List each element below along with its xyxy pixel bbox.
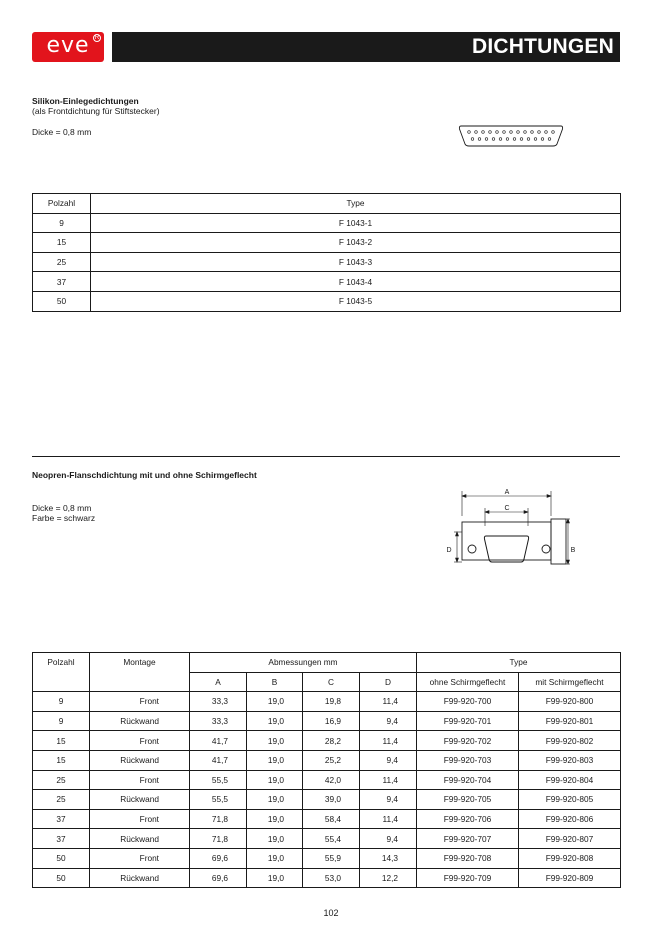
- cell-b: 19,0: [247, 711, 303, 731]
- section1-thickness: Dicke = 0,8 mm: [32, 127, 92, 137]
- cell-b: 19,0: [247, 829, 303, 849]
- pin-hole-icon: [475, 131, 478, 134]
- cell-a: 41,7: [190, 750, 247, 770]
- cell-without-shield: F99-920-700: [417, 692, 519, 712]
- flange-gasket-table: [32, 652, 621, 888]
- table-row: [33, 790, 621, 810]
- cell-with-shield: F99-920-801: [519, 711, 621, 731]
- pin-hole-icon: [541, 138, 544, 141]
- cell-d: 9,4: [360, 750, 417, 770]
- cell-polzahl: 15: [33, 233, 91, 253]
- cell-c: 25,2: [303, 750, 360, 770]
- cell-a: 69,6: [190, 868, 247, 888]
- pin-hole-icon: [534, 138, 537, 141]
- table-row: [33, 233, 621, 253]
- cell-b: 19,0: [247, 750, 303, 770]
- cell-polzahl: 37: [33, 829, 90, 849]
- cell-montage: Rückwand: [90, 829, 190, 849]
- column-header-dimensions: Abmessungen mm: [190, 653, 417, 673]
- cell-without-shield: F99-920-701: [417, 711, 519, 731]
- pin-hole-icon: [520, 138, 523, 141]
- section1-title: Silikon-Einlegedichtungen: [32, 96, 139, 106]
- table-row: [33, 272, 621, 292]
- cell-without-shield: F99-920-706: [417, 809, 519, 829]
- pin-hole-icon: [506, 138, 509, 141]
- cell-d: 11,4: [360, 692, 417, 712]
- cell-b: 19,0: [247, 692, 303, 712]
- cell-a: 55,5: [190, 770, 247, 790]
- pin-hole-icon: [527, 138, 530, 141]
- cell-d: 9,4: [360, 790, 417, 810]
- cell-b: 19,0: [247, 731, 303, 751]
- table-row: [33, 829, 621, 849]
- pin-hole-icon: [545, 131, 548, 134]
- section1-subtitle: (als Frontdichtung für Stiftstecker): [32, 106, 160, 116]
- cell-montage: Front: [90, 731, 190, 751]
- cell-without-shield: F99-920-702: [417, 731, 519, 751]
- cell-polzahl: 37: [33, 809, 90, 829]
- pin-hole-icon: [485, 138, 488, 141]
- cell-a: 71,8: [190, 809, 247, 829]
- table-row: [33, 291, 621, 311]
- cell-with-shield: F99-920-806: [519, 809, 621, 829]
- table-row: [33, 213, 621, 233]
- cell-polzahl: 50: [33, 868, 90, 888]
- cell-type: F 1043-3: [91, 252, 621, 272]
- cell-type: F 1043-5: [91, 291, 621, 311]
- column-header-b: B: [247, 672, 303, 692]
- column-header-without-shield: ohne Schirmgeflecht: [417, 672, 519, 692]
- pin-hole-icon: [552, 131, 555, 134]
- column-header-with-shield: mit Schirmgeflecht: [519, 672, 621, 692]
- cell-montage: Front: [90, 809, 190, 829]
- cell-d: 9,4: [360, 711, 417, 731]
- pin-hole-icon: [471, 138, 474, 141]
- cell-d: 14,3: [360, 848, 417, 868]
- table-row: [33, 692, 621, 712]
- cell-type: F 1043-2: [91, 233, 621, 253]
- header-bar: [112, 32, 620, 62]
- cell-polzahl: 9: [33, 711, 90, 731]
- cell-polzahl: 25: [33, 770, 90, 790]
- cell-c: 53,0: [303, 868, 360, 888]
- section2-color: Farbe = schwarz: [32, 513, 96, 523]
- pin-hole-icon: [510, 131, 513, 134]
- cell-c: 55,4: [303, 829, 360, 849]
- table-row: [33, 252, 621, 272]
- page-title: DICHTUNGEN: [472, 35, 614, 58]
- cell-d: 11,4: [360, 731, 417, 751]
- cell-montage: Rückwand: [90, 790, 190, 810]
- pin-hole-icon: [489, 131, 492, 134]
- table-header-row: [33, 653, 621, 673]
- cell-polzahl: 9: [33, 213, 91, 233]
- dimension-label-b: B: [570, 547, 576, 554]
- cell-with-shield: F99-920-809: [519, 868, 621, 888]
- section2-title: Neopren-Flanschdichtung mit und ohne Schirmgeflecht: [32, 470, 257, 480]
- table-row: [33, 731, 621, 751]
- cell-polzahl: 15: [33, 731, 90, 751]
- cell-montage: Front: [90, 848, 190, 868]
- cell-polzahl: 25: [33, 790, 90, 810]
- cell-montage: Front: [90, 770, 190, 790]
- table-row: [33, 809, 621, 829]
- column-header-montage: Montage: [90, 653, 190, 692]
- eve-logo: [32, 32, 104, 62]
- cell-b: 19,0: [247, 790, 303, 810]
- cell-montage: Front: [90, 692, 190, 712]
- cell-with-shield: F99-920-802: [519, 731, 621, 751]
- cell-with-shield: F99-920-800: [519, 692, 621, 712]
- cell-b: 19,0: [247, 809, 303, 829]
- pin-hole-icon: [538, 131, 541, 134]
- cell-montage: Rückwand: [90, 868, 190, 888]
- dimension-label-d: D: [446, 547, 452, 554]
- cell-d: 11,4: [360, 770, 417, 790]
- cell-polzahl: 50: [33, 291, 91, 311]
- cell-without-shield: F99-920-707: [417, 829, 519, 849]
- pin-hole-icon: [468, 131, 471, 134]
- column-header-polzahl: Polzahl: [33, 653, 90, 692]
- cell-with-shield: F99-920-808: [519, 848, 621, 868]
- cell-a: 55,5: [190, 790, 247, 810]
- flange-gasket-drawing: [440, 486, 580, 582]
- column-header-type: Type: [417, 653, 621, 673]
- logo-text: eve: [46, 32, 90, 58]
- cell-b: 19,0: [247, 848, 303, 868]
- cell-polzahl: 9: [33, 692, 90, 712]
- silicone-gasket-table: [32, 193, 621, 312]
- dimension-label-c: C: [504, 505, 510, 512]
- cell-c: 16,9: [303, 711, 360, 731]
- cell-with-shield: F99-920-807: [519, 829, 621, 849]
- cell-polzahl: 37: [33, 272, 91, 292]
- cell-a: 33,3: [190, 692, 247, 712]
- cell-with-shield: F99-920-805: [519, 790, 621, 810]
- cell-montage: Rückwand: [90, 711, 190, 731]
- pin-hole-icon: [482, 131, 485, 134]
- table-row: [33, 711, 621, 731]
- cell-a: 33,3: [190, 711, 247, 731]
- column-header-d: D: [360, 672, 417, 692]
- section2-thickness: Dicke = 0,8 mm: [32, 503, 92, 513]
- pin-hole-icon: [492, 138, 495, 141]
- section-divider: [32, 456, 620, 457]
- cell-c: 19,8: [303, 692, 360, 712]
- cell-a: 69,6: [190, 848, 247, 868]
- cell-c: 58,4: [303, 809, 360, 829]
- cell-b: 19,0: [247, 770, 303, 790]
- cell-without-shield: F99-920-708: [417, 848, 519, 868]
- cell-without-shield: F99-920-705: [417, 790, 519, 810]
- pin-hole-icon: [517, 131, 520, 134]
- cell-polzahl: 50: [33, 848, 90, 868]
- pin-hole-icon: [524, 131, 527, 134]
- cell-a: 71,8: [190, 829, 247, 849]
- pin-hole-icon: [503, 131, 506, 134]
- pin-hole-icon: [499, 138, 502, 141]
- cell-polzahl: 25: [33, 252, 91, 272]
- cell-c: 28,2: [303, 731, 360, 751]
- pin-hole-icon: [478, 138, 481, 141]
- cell-c: 55,9: [303, 848, 360, 868]
- cell-type: F 1043-4: [91, 272, 621, 292]
- cell-with-shield: F99-920-803: [519, 750, 621, 770]
- table-header-row: [33, 194, 621, 214]
- cell-with-shield: F99-920-804: [519, 770, 621, 790]
- registered-mark-icon: R: [94, 35, 100, 41]
- silicone-gasket-drawing: [458, 124, 564, 148]
- cell-montage: Rückwand: [90, 750, 190, 770]
- column-header-polzahl: Polzahl: [33, 194, 91, 214]
- column-header-c: C: [303, 672, 360, 692]
- pin-hole-icon: [513, 138, 516, 141]
- page-number: 102: [323, 908, 339, 918]
- cell-without-shield: F99-920-704: [417, 770, 519, 790]
- cell-b: 19,0: [247, 868, 303, 888]
- table-row: [33, 750, 621, 770]
- table-row: [33, 868, 621, 888]
- cell-without-shield: F99-920-709: [417, 868, 519, 888]
- cell-type: F 1043-1: [91, 213, 621, 233]
- cell-d: 9,4: [360, 829, 417, 849]
- pin-hole-icon: [531, 131, 534, 134]
- cell-without-shield: F99-920-703: [417, 750, 519, 770]
- dimension-label-a: A: [504, 489, 510, 496]
- cell-d: 11,4: [360, 809, 417, 829]
- cell-d: 12,2: [360, 868, 417, 888]
- column-header-type: Type: [91, 194, 621, 214]
- cell-c: 39,0: [303, 790, 360, 810]
- pin-hole-icon: [548, 138, 551, 141]
- cell-polzahl: 15: [33, 750, 90, 770]
- cell-a: 41,7: [190, 731, 247, 751]
- table-row: [33, 848, 621, 868]
- pin-hole-icon: [496, 131, 499, 134]
- column-header-a: A: [190, 672, 247, 692]
- table-row: [33, 770, 621, 790]
- cell-c: 42,0: [303, 770, 360, 790]
